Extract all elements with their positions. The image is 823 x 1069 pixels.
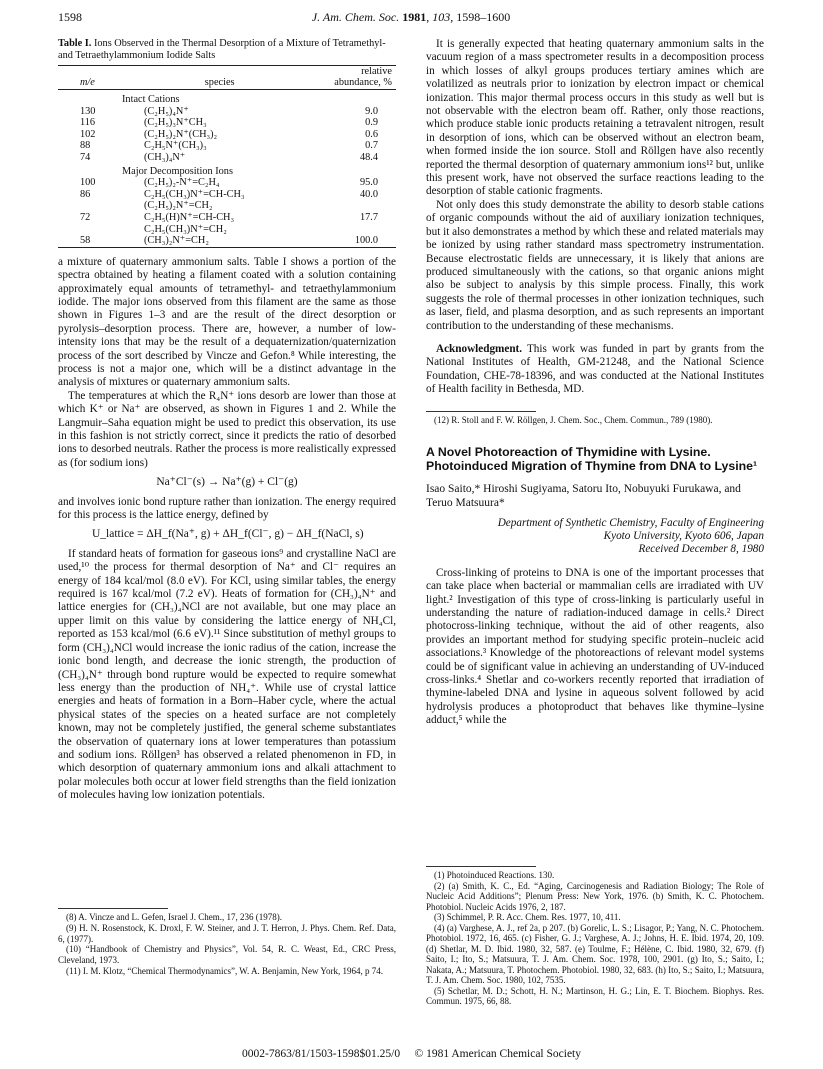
- cell-species: C₂H₅N⁺(CH₃)₃: [144, 140, 207, 152]
- acknowledgment: [426, 343, 764, 397]
- cell-mz: [58, 224, 138, 236]
- right-column: [426, 38, 764, 728]
- left-footnotes: [58, 908, 396, 977]
- cell-mz: 58: [80, 235, 91, 247]
- cell-abundance: 95.0: [359, 177, 378, 189]
- table-row: [58, 117, 396, 129]
- cell-mz: 88: [80, 140, 91, 152]
- footnote-rule: [58, 908, 168, 909]
- article-title: A Novel Photoreaction of Thymidine with Lysine. Photoinduced Migration of Thymine from DNA to Lysine¹: [426, 445, 758, 474]
- table-row: [58, 189, 396, 201]
- footnote: (11) I. M. Klotz, “Chemical Thermodynamics”, W. A. Benjamin, New York, 1964, p 74.: [66, 965, 383, 976]
- page-number: 1598: [58, 10, 82, 24]
- footnote: (5) Schetlar, M. D.; Schott, H. N.; Martinson, H. G.; Lin, E. T. Biochem. Biophys. Res. Commun. 1975, 66, 88.: [426, 985, 764, 1006]
- journal-citation: J. Am. Chem. Soc. 1981, 103, 1598–1600: [311, 10, 511, 24]
- paragraph: Cross-linking of proteins to DNA is one of the important processes that can take place when bacterial or mammalian cells are irradiated with UV light.² Investigation of this type of cross-linking is particularly useful in understanding the nature of radiation-induced damage in cells.² Direct photocross-linking technique, without the aid of other reagents, also provides an important method for studying specific protein–nucleic acid associations.³ Knowledge of the photoreactions of relevant model systems could be of significant value in achieving an understanding of UV-induced cross-links.⁴ Shetlar and co-workers recently reported that irradiation of thymine-labeled DNA and lysine in aqueous solvent followed by acid hydrolysis produces a photoproduct that behaves like thymine–lysine adduct,⁵ while the: [426, 566, 764, 727]
- col-header-species: species: [204, 77, 235, 89]
- table-label: Table I.: [58, 38, 92, 49]
- running-head: [58, 10, 764, 28]
- table-row: [58, 200, 396, 212]
- table-row: [58, 212, 396, 224]
- cell-species: (C₂H₅)₄N⁺: [144, 105, 189, 117]
- footnote: (10) “Handbook of Chemistry and Physics”, Vol. 54, R. C. Weast, Ed., CRC Press, Cleveland, 1973.: [58, 944, 396, 966]
- table-row: [58, 129, 396, 141]
- table-caption: [58, 38, 396, 63]
- table-row: [58, 140, 396, 152]
- table-row: [58, 177, 396, 189]
- cell-abundance: [301, 224, 396, 236]
- journal-volume: 103: [432, 10, 451, 24]
- footnote-12-block: [426, 411, 764, 426]
- cell-abundance: 17.7: [359, 211, 378, 223]
- cell-abundance: 0.6: [365, 128, 378, 140]
- acknowledgment-label: Acknowledgment.: [436, 342, 523, 355]
- section-decomposition-ions: Major Decomposition Ions: [122, 165, 233, 177]
- col-header-relative: relative: [361, 65, 392, 77]
- footnote-rule: [426, 866, 536, 867]
- cell-abundance: 9.0: [365, 105, 378, 117]
- equation-lattice: U_lattice = ΔH_f(Na⁺, g) + ΔH_f(Cl⁻, g) − ΔH_f(NaCl, s): [92, 528, 364, 541]
- paragraph: If standard heats of formation for gaseous ions⁹ and crystalline NaCl are used,¹⁰ the process for thermal desorption of Na⁺ and Cl⁻ requires an energy of 184 kcal/mol (8.0 eV). For KCl, using similar tables, the energy required is 167 kcal/mol (7.2 eV). Heats of formation for (CH₃)₄N⁺ and lattice energies for (CH₃)₄NCl are not available, but one may place an upper limit on this value by considering the lattice energy of NH₄Cl, reported as 153 kcal/mol (6.6 eV).¹¹ Since substitution of methyl groups to form (CH₃)₄NCl would increase the ionic radius of the cation, increase the ionic bond length, and decrease the ionic strength, the production of (CH₃)₄N⁺ through bond rupture would be expected to require somewhat less energy than the production of NH₄⁺. While use of crystal lattice energies and heats of formation in a Born–Haber cycle, where the actual physical states of the species on a heated surface are not completely known, may not be completely justified, the general scheme substantiates the observation of quaternary ions at lower temperatures than potassium and sodium ions. Röllgen³ has observed a related phenomenon in FD, in which desorption of quaternary ammonium ions and alkali attachment to polar molecules both occur at lower field strengths than the field ionization of molecules having low ionization potentials.: [58, 547, 396, 802]
- table-row: [58, 235, 396, 247]
- cell-species: (C₂H₅)₂-N⁺=C₂H₄: [144, 177, 220, 189]
- table-row: [58, 106, 396, 118]
- cell-abundance: 48.4: [359, 151, 378, 163]
- left-column: [58, 38, 396, 803]
- received-date: Received December 8, 1980: [638, 543, 764, 556]
- cell-mz: [58, 200, 138, 212]
- cell-species: C₂H₅(CH₃)N⁺=CH-CH₃: [144, 188, 245, 200]
- cell-abundance: 0.9: [365, 117, 378, 129]
- paragraph: and involves ionic bond rupture rather than ionization. The energy required for this process is the lattice energy, defined by: [58, 495, 396, 522]
- section-intact-cations: Intact Cations: [122, 94, 180, 105]
- paragraph: The temperatures at which the R₄N⁺ ions desorb are lower than those at which K⁺ or Na⁺ are observed, as shown in Figures 1 and 2. While the Langmuir–Saha equation might be used to predict this observation, its use in this fashion is not strictly correct, since it predicts the ratio of desorbed ions to desorbed neutrals. Rather the process is more realistically expressed as (for sodium ions): [58, 389, 396, 469]
- footnote: (2) (a) Smith, K. C., Ed. “Aging, Carcinogenesis and Radiation Biology; The Role of Nucleic Acid Additions”; Plenum Press: New York, 1976. (b) Smith, K. C. Photochem. Photobiol. Nucleic Acids 1976, 2, 187.: [426, 880, 764, 912]
- cell-species: (CH₃)₂N⁺=CH₂: [144, 235, 209, 247]
- cell-mz: 102: [80, 128, 96, 140]
- equation-sodium: Na⁺Cl⁻(s) → Na⁺(g) + Cl⁻(g): [156, 476, 298, 489]
- footnote: (3) Schimmel, P. R. Acc. Chem. Res. 1977, 10, 411.: [434, 912, 621, 922]
- paragraph: a mixture of quaternary ammonium salts. Table I shows a portion of the spectra obtained by heating a filament coated with a solution containing approximately equal amounts of tetramethyl- and tetraethylammonium iodide. The major ions observed from this filament are the same as those shown in Figures 1–3 and are the result of the direct desorption or pyrolysis–desorption process. There are, however, a number of low-intensity ions that may be the result of a dequaternization/quaternization process of the sort described by Vincze and Gefon.⁸ While interesting, the process is not a major one, which will be a distinct advantage in the analysis of mixtures or quaternary ammonium salts.: [58, 255, 396, 389]
- cell-species: C₂H₅(H)N⁺=CH-CH₃: [144, 211, 235, 223]
- right-footnotes: [426, 866, 764, 1007]
- footnote: (9) H. N. Rosenstock, K. Droxl, F. W. Steiner, and J. T. Herron, J. Phys. Chem. Ref. Data, 6, (1977).: [58, 922, 396, 944]
- cell-mz: 74: [80, 151, 91, 163]
- cell-mz: 72: [80, 211, 91, 223]
- affiliation-line-1: Department of Synthetic Chemistry, Faculty of Engineering: [497, 516, 764, 529]
- table-caption-text: Ions Observed in the Thermal Desorption of a Mixture of Tetramethyl- and Tetraethylammonium Iodide Salts: [58, 38, 386, 62]
- cell-abundance: 100.0: [354, 235, 378, 247]
- col-header-abundance: abundance, %: [334, 77, 392, 89]
- cell-mz: 86: [80, 188, 91, 200]
- cell-mz: 130: [80, 105, 96, 117]
- col-header-mz: m/e: [80, 77, 95, 89]
- footnote: (12) R. Stoll and F. W. Röllgen, J. Chem. Soc., Chem. Commun., 789 (1980).: [434, 414, 713, 425]
- journal-name: J. Am. Chem. Soc.: [311, 10, 400, 24]
- cell-species: (C₂H₅)₃N⁺CH₃: [144, 117, 207, 129]
- paragraph: Not only does this study demonstrate the ability to desorb stable cations of organic compounds without the aid of auxiliary ionization techniques, but it also demonstrates a method by which these and related materials may be ionized by using rather standard mass spectrometry instrumentation. Because electrostatic fields are unnecessary, it is likely that anions are produced simultaneously with the cations, so that organic anions might also be subject to analysis by this simple process. Finally, this work suggests the role of thermal processes in other ionization techniques, such as laser, field, and plasma desorption, and as such represents an important contribution to the understanding of these mechanisms.: [426, 198, 765, 332]
- journal-year: 1981: [402, 10, 427, 24]
- footnote: (4) (a) Varghese, A. J., ref 2a, p 207. (b) Gorelic, L. S.; Lisagor, P.; Yang, N. C. Photochem. Photobiol. 1972, 16, 465. (c) Fisher, G. J.; Varghese, A. J.; Johns, H. E. Ibid. 1974, 20, 109. (d) Shetlar, M. D. Ibid. 1980, 32, 587. (e) Toulme, F.; Hélène, C. Ibid. 1980, 32, 679. (f) Saito, I.; Ito, S.; Matsuura, T. J. Am. Chem. Soc. 1978, 100, 2901. (g) Ito, S.; Saito, I.; Nakata, A.; Matsuura, T. Photochem. Photobiol. 1980, 32, 683. (h) Ito, S.; Saito, I.; Matsuura, T. J. Am. Chem. Soc. 1980, 102, 7535.: [426, 922, 764, 985]
- cell-species: (C₂H₅)₂N⁺(CH₃)₂: [144, 128, 218, 140]
- affiliation-line-2: Kyoto University, Kyoto 606, Japan: [603, 529, 764, 542]
- acknowledgment-text: This work was funded in part by grants from the National Institutes of Health, GM-21248, and the National Science Foundation, CHE-78-18396, and was conducted at the National Institutes of Health facility in Bethesda, MD.: [426, 342, 764, 396]
- cell-mz: 100: [80, 177, 96, 189]
- cell-species: (CH₃)₄N⁺: [144, 151, 186, 163]
- footnote: (1) Photoinduced Reactions. 130.: [434, 870, 555, 880]
- cell-species: (C₂H₅)₂N⁺=CH₂: [144, 200, 213, 212]
- paragraph: It is generally expected that heating quaternary ammonium salts in the vacuum region of a mass spectrometer results in a decomposition process in which losses of alkyl groups produces tertiary amines which are volatilized as neutrals prior to ionization by electron impact or chemical ionization. This major thermal process occurs in this study as well but is not observable with the electron beam off. Rather, only those reactions, which produce stable ionic products retaining a tetravalent nitrogen, result in desorption of ions, which can be observed without an electron beam, when formed inside the ion source. Stoll and Röllgen have also recently reported the thermal desorption of quaternary ammonium ions¹² but, unlike this present work, have not observed the surface reactions leading to the desorption of stable cationic fragments.: [426, 38, 764, 198]
- cell-mz: 116: [80, 117, 96, 129]
- journal-pages: 1598–1600: [456, 10, 511, 24]
- ion-table: [58, 65, 396, 248]
- table-row: [58, 152, 396, 164]
- footer-copyright: © 1981 American Chemical Society: [414, 1048, 581, 1060]
- article-authors: Isao Saito,* Hiroshi Sugiyama, Satoru Ito, Nobuyuki Furukawa, and Teruo Matsuura*: [426, 483, 741, 509]
- footnote: (8) A. Vincze and L. Gefen, Israel J. Chem., 17, 236 (1978).: [66, 912, 282, 922]
- cell-abundance: [301, 200, 396, 212]
- footer-code: 0002-7863/81/1503-1598$01.25/0: [241, 1048, 401, 1060]
- cell-abundance: 40.0: [359, 188, 378, 200]
- page-footer: [0, 1048, 823, 1060]
- cell-species: C₂H₅(CH₃)N⁺=CH₂: [144, 223, 227, 235]
- table-row: [58, 224, 396, 236]
- cell-abundance: 0.7: [365, 140, 378, 152]
- footnote-rule: [426, 411, 536, 412]
